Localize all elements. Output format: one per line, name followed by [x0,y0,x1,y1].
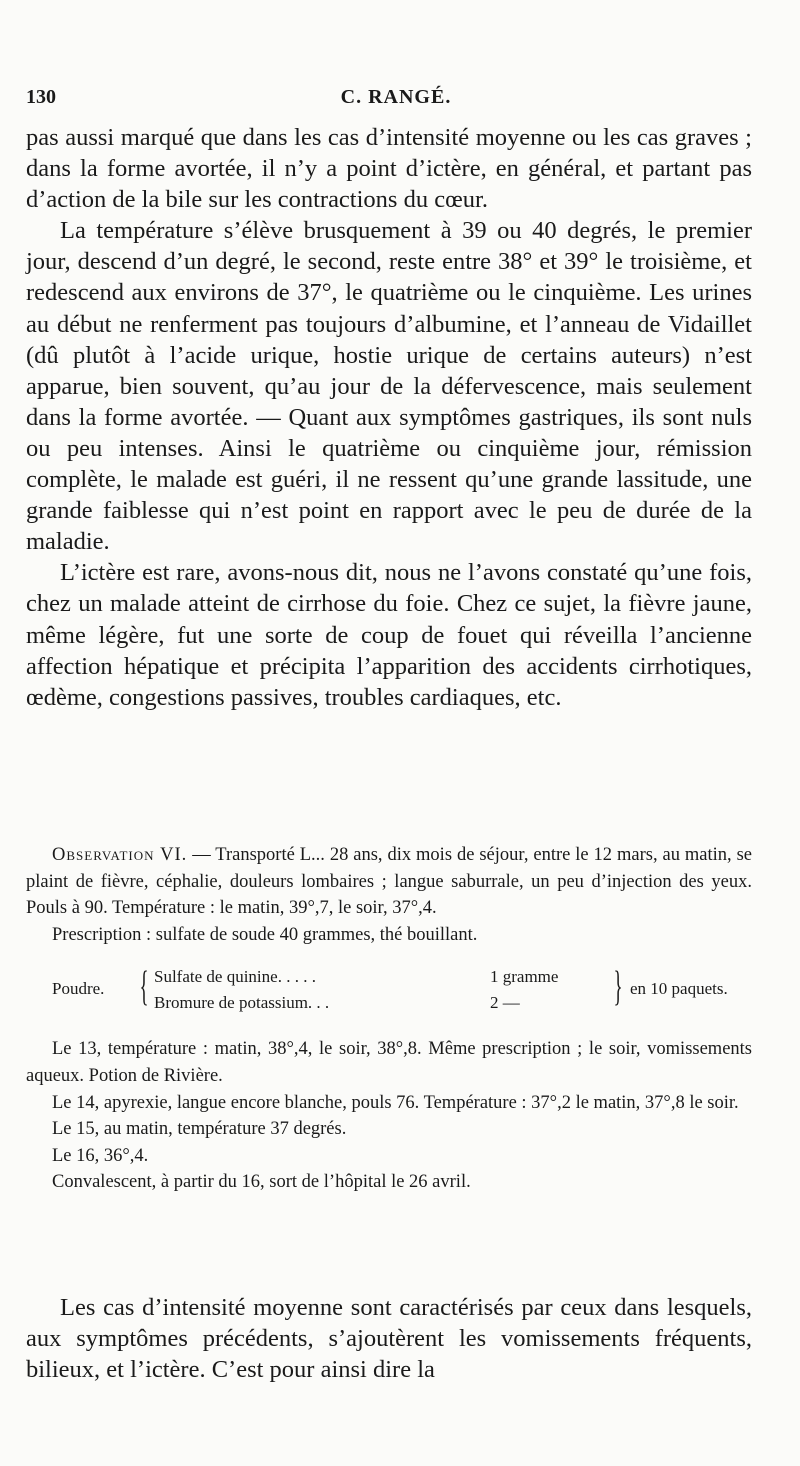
observation-intro-text: — Transporté L... 28 ans, dix mois de séjour, entre le 12 mars, au matin, se plaint de fièvre, céphalie, douleurs lombaires ; langue saburrale, un peu d’injection des yeux. Pouls à 90. Température : le matin, 39°,7, le soir, 37°,4. [26,845,752,919]
observation-title: Observation VI. [52,845,188,865]
paragraph-1: pas aussi marqué que dans les cas d’intensité moyenne ou les cas graves ; dans la forme avortée, il n’y a point d’ictère, en général, et partant pas d’action de la bile sur les contractions du cœur. [26,124,752,214]
paragraph-2: La température s’élève brusquement à 39 ou 40 degrés, le premier jour, descend d’un degré, le second, reste entre 38° et 39° le troisième, et redescend aux environs de 37°, le quatrième ou le cinquième. Les urines au début ne renferment pas toujours d’albumine, et l’anneau de Vidaillet (dû plutôt à l’acide urique, hostie urique de certains auteurs) n’est apparue, bien souvent, qu’au jour de la défervescence, mais seulement dans la forme avortée. — Quant aux symptômes gastriques, ils sont nuls ou peu intenses. Ainsi le quatrième ou cinquième jour, rémission complète, le malade est guéri, il ne ressent qu’une grande lassitude, une grande faiblesse qui n’est point en rapport avec le peu de durée de la maladie. [26,217,752,556]
formula-packets: en 10 paquets. [630,979,728,999]
observation-day-15: Le 15, au matin, température 37 degrés. [52,1119,347,1140]
formula-item-1: Sulfate de quinine. . . . . [154,967,316,987]
formula-dose-2: 2 — [490,993,520,1013]
closing-text [26,1292,752,1385]
paragraph-3: L’ictère est rare, avons-nous dit, nous ne l’avons constaté qu’une fois, chez un malade atteint de cirrhose du foie. Chez ce sujet, la fièvre jaune, même légère, fut une sorte de coup de fouet qui réveilla l’ancienne affection hépatique et précipita l’apparition des accidents cirrhotiques, œdème, congestions passives, troubles cardiaques, etc. [26,559,752,711]
observation-day-16: Le 16, 36°,4. [52,1145,149,1166]
observation-intro [26,842,752,922]
running-head: C. RANGÉ. [340,86,452,108]
observation-convalescence: Convalescent, à partir du 16, sort de l’hôpital le 26 avril. [52,1172,471,1193]
observation-block [26,842,752,1196]
formula-label: Poudre. [52,979,105,999]
main-text [26,122,752,713]
observation-day-13: Le 13, température : matin, 38°,4, le soir, 38°,8. Même prescription ; le soir, vomissements aqueux. Potion de Rivière. [26,1039,752,1086]
closing-paragraph: Les cas d’intensité moyenne sont caractérisés par ceux dans lesquels, aux symptômes précédents, s’ajoutèrent les vomissements fréquents, bilieux, et l’ictère. C’est pour ainsi dire la [26,1294,752,1384]
formula-item-2: Bromure de potassium. . . [154,993,330,1013]
formula-dose-1: 1 gramme [490,967,559,987]
page-header [26,86,766,116]
prescription-formula [26,960,752,1022]
observation-day-14: Le 14, apyrexie, langue encore blanche, pouls 76. Température : 37°,2 le matin, 37°,8 le soir. [52,1092,739,1113]
observation-prescription: Prescription : sulfate de soude 40 grammes, thé bouillant. [52,924,478,945]
left-brace: { [139,964,149,1011]
page-number: 130 [26,86,56,108]
right-brace: } [613,964,623,1011]
